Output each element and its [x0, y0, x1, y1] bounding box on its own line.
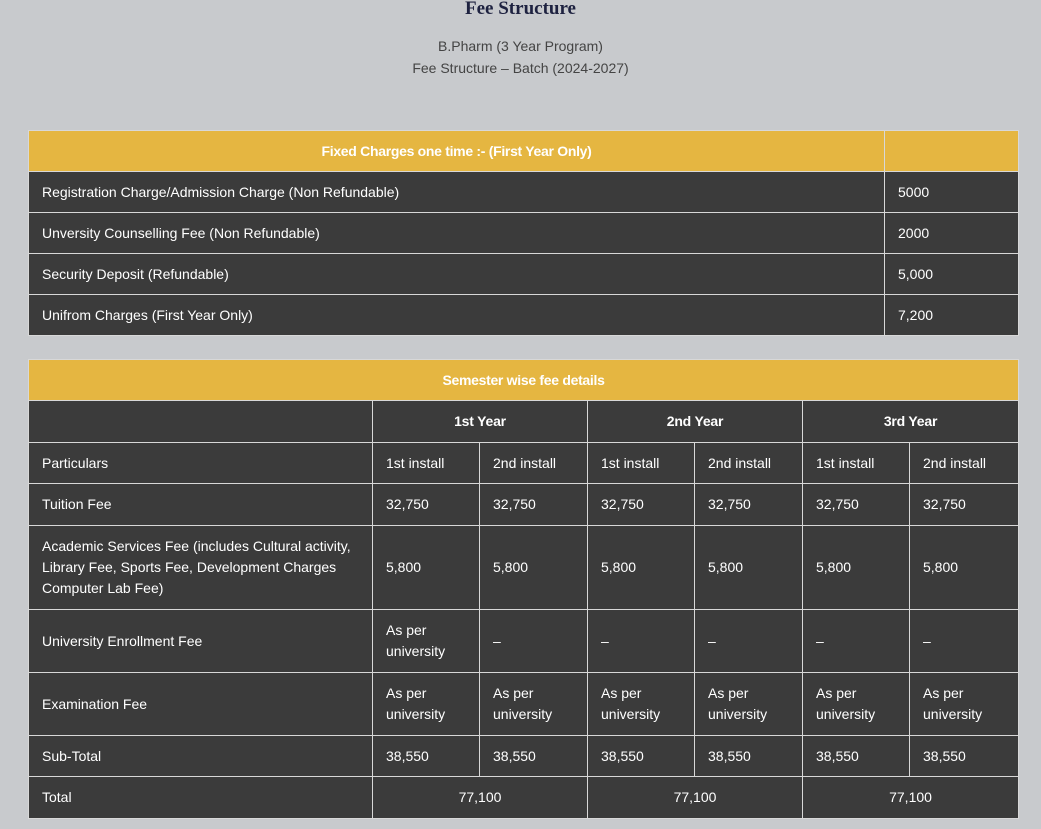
- fixed-row-label: Registration Charge/Admission Charge (Non Refundable): [29, 172, 885, 213]
- cell: 5,800: [695, 526, 803, 610]
- cell: 38,550: [803, 736, 910, 777]
- fixed-row-label: Security Deposit (Refundable): [29, 254, 885, 295]
- cell: 32,750: [373, 484, 480, 526]
- cell: As per university: [695, 673, 803, 736]
- fixed-row-value: 7,200: [885, 295, 1019, 336]
- cell: –: [588, 610, 695, 673]
- install-header: 2nd install: [480, 443, 588, 484]
- cell: 38,550: [910, 736, 1019, 777]
- fixed-row-label: Unversity Counselling Fee (Non Refundable): [29, 213, 885, 254]
- cell: –: [695, 610, 803, 673]
- install-header: 1st install: [803, 443, 910, 484]
- total-label: Total: [29, 777, 373, 819]
- cell: 32,750: [910, 484, 1019, 526]
- total-row: [29, 777, 1019, 819]
- fixed-charges-table: [28, 130, 1019, 336]
- year-header: 3rd Year: [803, 401, 1019, 443]
- fixed-charges-heading: Fixed Charges one time :- (First Year Only): [29, 131, 885, 172]
- install-header: 2nd install: [695, 443, 803, 484]
- table-row: [29, 254, 1019, 295]
- program-subtitle: B.Pharm (3 Year Program): [438, 38, 603, 54]
- table-row: [29, 610, 1019, 673]
- year-header-blank: [29, 401, 373, 443]
- table-row: [29, 295, 1019, 336]
- cell: As per university: [373, 673, 480, 736]
- cell: 5,800: [803, 526, 910, 610]
- fixed-row-value: 5,000: [885, 254, 1019, 295]
- table-row: [29, 673, 1019, 736]
- fixed-row-label: Unifrom Charges (First Year Only): [29, 295, 885, 336]
- cell: 38,550: [695, 736, 803, 777]
- cell: –: [910, 610, 1019, 673]
- cell: 38,550: [480, 736, 588, 777]
- cell: As per university: [373, 610, 480, 673]
- cell: 5,800: [910, 526, 1019, 610]
- table-row: [29, 213, 1019, 254]
- fixed-charges-heading-blank: [885, 131, 1019, 172]
- year-header: 1st Year: [373, 401, 588, 443]
- cell: –: [803, 610, 910, 673]
- row-label: Sub-Total: [29, 736, 373, 777]
- particulars-header: Particulars: [29, 443, 373, 484]
- cell: –: [480, 610, 588, 673]
- install-header: 2nd install: [910, 443, 1019, 484]
- row-label: Examination Fee: [29, 673, 373, 736]
- total-value: 77,100: [588, 777, 803, 819]
- page-title: Fee Structure: [465, 0, 576, 19]
- table-row: [29, 736, 1019, 777]
- fixed-row-value: 5000: [885, 172, 1019, 213]
- cell: 32,750: [695, 484, 803, 526]
- total-value: 77,100: [803, 777, 1019, 819]
- row-label: Tuition Fee: [29, 484, 373, 526]
- table-row: [29, 172, 1019, 213]
- total-value: 77,100: [373, 777, 588, 819]
- table-row: [29, 484, 1019, 526]
- batch-subtitle: Fee Structure – Batch (2024-2027): [412, 60, 629, 76]
- cell: 32,750: [588, 484, 695, 526]
- cell: As per university: [803, 673, 910, 736]
- cell: 38,550: [373, 736, 480, 777]
- cell: 5,800: [373, 526, 480, 610]
- cell: 5,800: [480, 526, 588, 610]
- cell: 38,550: [588, 736, 695, 777]
- semester-fee-table: [28, 359, 1019, 819]
- row-label: Academic Services Fee (includes Cultural activity, Library Fee, Sports Fee, Development Charges Computer Lab Fee): [29, 526, 373, 610]
- semester-heading: Semester wise fee details: [29, 360, 1019, 401]
- cell: As per university: [588, 673, 695, 736]
- install-header: 1st install: [373, 443, 480, 484]
- install-header: 1st install: [588, 443, 695, 484]
- cell: 32,750: [480, 484, 588, 526]
- year-header: 2nd Year: [588, 401, 803, 443]
- row-label: University Enrollment Fee: [29, 610, 373, 673]
- cell: As per university: [480, 673, 588, 736]
- fixed-row-value: 2000: [885, 213, 1019, 254]
- cell: As per university: [910, 673, 1019, 736]
- table-row: [29, 526, 1019, 610]
- cell: 5,800: [588, 526, 695, 610]
- cell: 32,750: [803, 484, 910, 526]
